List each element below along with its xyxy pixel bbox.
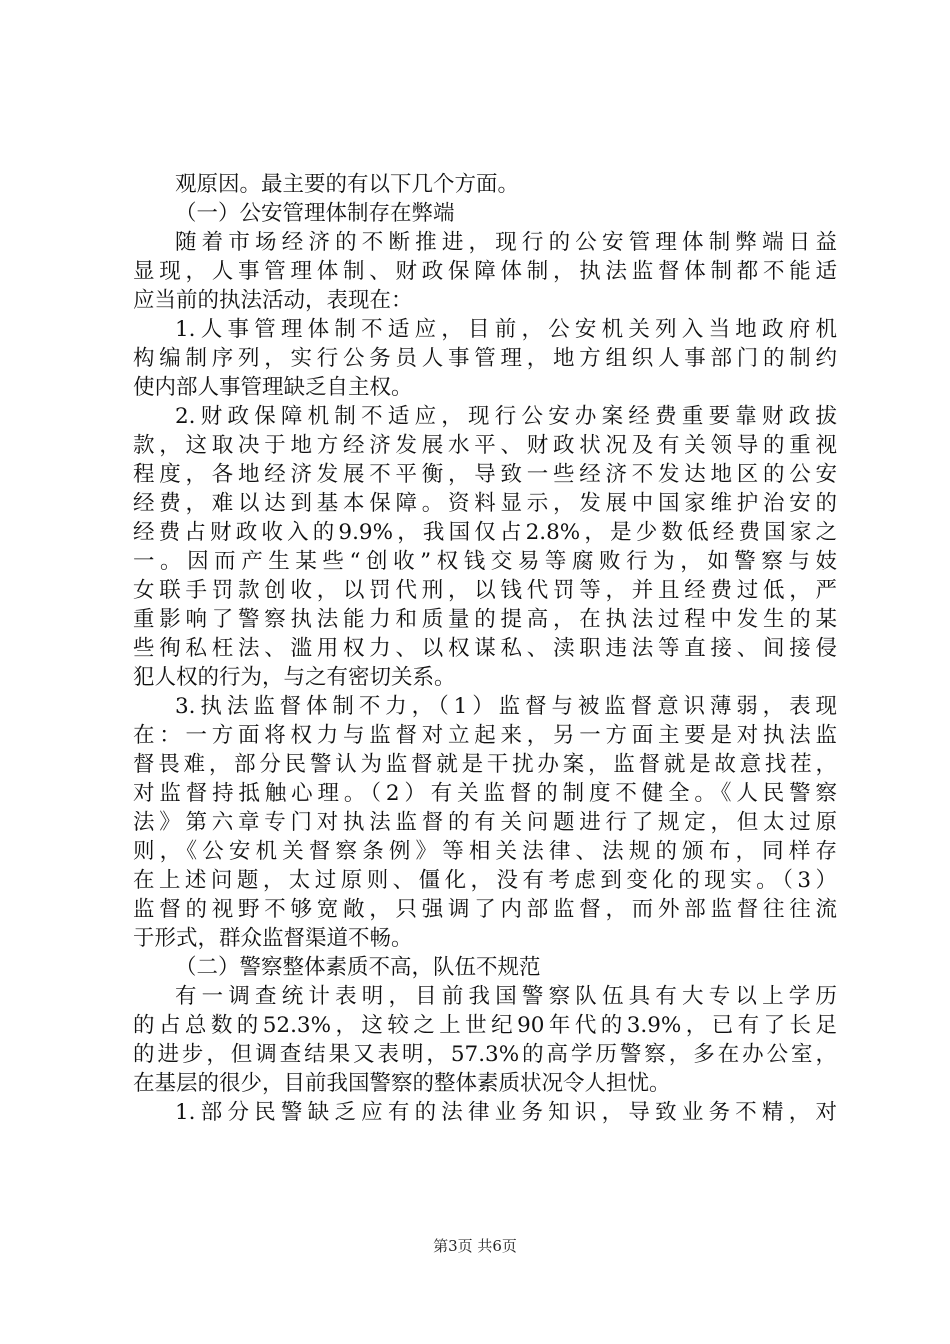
document-body bbox=[133, 170, 837, 1127]
text-line: 在基层的很少，目前我国警察的整体素质状况令人担忧。 bbox=[133, 1071, 671, 1096]
text-line: 显现，人事管理体制、财政保障体制，执法监督体制都不能适 bbox=[133, 259, 837, 284]
text-line: 2.财政保障机制不适应，现行公安办案经费重要靠财政拔 bbox=[175, 404, 837, 429]
text-line: 些徇私枉法、滥用权力、以权谋私、渎职违法等直接、间接侵 bbox=[133, 636, 837, 661]
text-line: 1.部分民警缺乏应有的法律业务知识，导致业务不精，对 bbox=[175, 1100, 837, 1125]
page-footer bbox=[0, 1236, 950, 1256]
text-line: （一）公安管理体制存在弊端 bbox=[175, 201, 455, 226]
text-line: 应当前的执法活动，表现在： bbox=[133, 288, 413, 313]
text-line: 女联手罚款创收，以罚代刑，以钱代罚等，并且经费过低，严 bbox=[133, 578, 837, 603]
page-number: 第3页 共6页 bbox=[433, 1237, 517, 1255]
text-line: 重影响了警察执法能力和质量的提高，在执法过程中发生的某 bbox=[133, 607, 837, 632]
text-line: 使内部人事管理缺乏自主权。 bbox=[133, 375, 413, 400]
text-line: 观原因。最主要的有以下几个方面。 bbox=[175, 172, 520, 197]
text-line: 一。因而产生某些“创收”权钱交易等腐败行为，如警察与妓 bbox=[133, 549, 837, 574]
text-line: 构编制序列，实行公务员人事管理，地方组织人事部门的制约 bbox=[133, 346, 837, 371]
text-line: 款，这取决于地方经济发展水平、财政状况及有关领导的重视 bbox=[133, 433, 837, 458]
text-line: 经费，难以达到基本保障。资料显示，发展中国家维护治安的 bbox=[133, 491, 837, 516]
text-line: 犯人权的行为，与之有密切关系。 bbox=[133, 665, 456, 690]
text-line: 经费占财政收入的9.9%，我国仅占2.8%，是少数低经费国家之 bbox=[133, 520, 837, 545]
text-line: 的占总数的52.3%，这较之上世纪90年代的3.9%，已有了长足 bbox=[133, 1013, 837, 1038]
text-line: 3.执法监督体制不力，（1）监督与被监督意识薄弱，表现 bbox=[175, 694, 837, 719]
text-line: 对监督持抵触心理。（2）有关监督的制度不健全。《人民警察 bbox=[133, 781, 837, 806]
text-line: 在上述问题，太过原则、僵化，没有考虑到变化的现实。（3） bbox=[133, 868, 837, 893]
text-line: （二）警察整体素质不高，队伍不规范 bbox=[175, 955, 541, 980]
text-line: 随着市场经济的不断推进，现行的公安管理体制弊端日益 bbox=[175, 230, 837, 255]
text-line: 在：一方面将权力与监督对立起来，另一方面主要是对执法监 bbox=[133, 723, 837, 748]
text-line: 督畏难，部分民警认为监督就是干扰办案，监督就是故意找茬， bbox=[133, 752, 837, 777]
text-line: 于形式，群众监督渠道不畅。 bbox=[133, 926, 413, 951]
text-line: 法》第六章专门对执法监督的有关问题进行了规定，但太过原 bbox=[133, 810, 837, 835]
text-line: 1.人事管理体制不适应，目前，公安机关列入当地政府机 bbox=[175, 317, 837, 342]
text-line: 则，《公安机关督察条例》等相关法律、法规的颁布，同样存 bbox=[133, 839, 837, 864]
text-line: 程度，各地经济发展不平衡，导致一些经济不发达地区的公安 bbox=[133, 462, 837, 487]
text-line: 监督的视野不够宽敞，只强调了内部监督，而外部监督往往流 bbox=[133, 897, 837, 922]
text-line: 有一调查统计表明，目前我国警察队伍具有大专以上学历 bbox=[175, 984, 837, 1009]
text-line: 的进步，但调查结果又表明，57.3%的高学历警察，多在办公室， bbox=[133, 1042, 837, 1067]
